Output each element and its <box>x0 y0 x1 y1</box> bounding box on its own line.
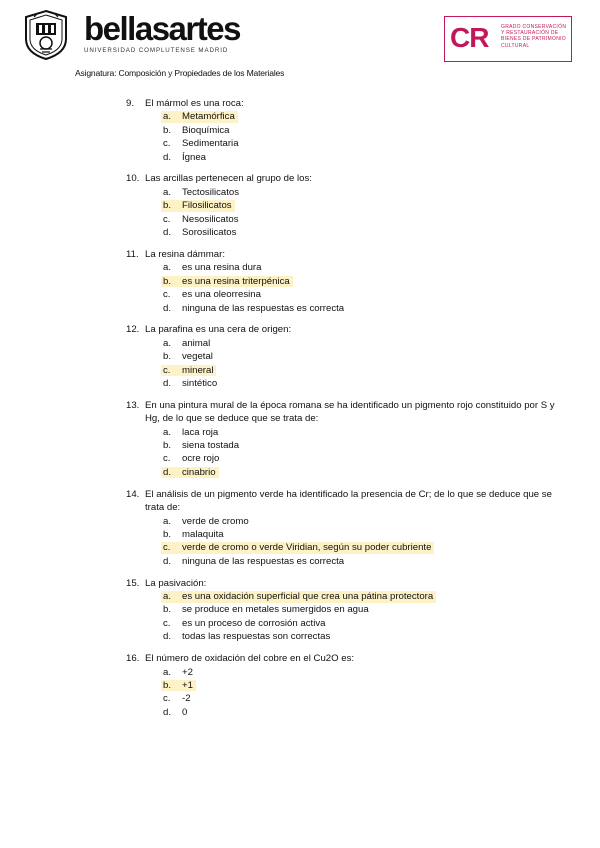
option-letter: c. <box>163 213 171 225</box>
answer-option-correct <box>0 466 600 479</box>
option-letter: b. <box>163 604 172 616</box>
answer-option <box>0 426 600 439</box>
option-text: cinabrio <box>182 466 216 478</box>
option-list <box>0 261 600 315</box>
option-text: animal <box>182 337 211 349</box>
option-text: Bioquímica <box>182 124 230 136</box>
answer-option <box>0 692 600 705</box>
option-letter: a. <box>163 186 172 198</box>
option-text: ocre rojo <box>182 453 220 465</box>
question-list <box>0 97 600 728</box>
question-text: El mármol es una roca: <box>145 98 244 109</box>
answer-option <box>0 617 600 630</box>
answer-option <box>0 666 600 679</box>
answer-option <box>0 439 600 452</box>
option-letter: d. <box>163 466 172 478</box>
option-letter: d. <box>163 377 172 389</box>
question-item <box>0 248 600 315</box>
option-text: verde de cromo o verde Viridian, según su poder cubriente <box>182 542 432 554</box>
question-number: 12. <box>126 324 140 336</box>
subject-title: Asignatura: Composición y Propiedades de los Materiales <box>75 68 285 78</box>
option-letter: a. <box>163 515 172 527</box>
option-letter: c. <box>163 693 171 705</box>
option-letter: b. <box>163 124 172 136</box>
answer-option <box>0 302 600 315</box>
option-list <box>0 110 600 164</box>
option-letter: d. <box>163 227 172 239</box>
answer-option <box>0 151 600 164</box>
brand-logo <box>84 12 240 54</box>
answer-option <box>0 706 600 719</box>
option-text: vegetal <box>182 351 213 363</box>
answer-option <box>0 288 600 301</box>
answer-option <box>0 515 600 528</box>
answer-option <box>0 213 600 226</box>
question-stem <box>0 248 600 261</box>
answer-option <box>0 452 600 465</box>
question-text: En una pintura mural de la época romana se ha identificado un pigmento rojo constituido por S y Hg, de lo que se deduce que se trata de: <box>145 399 555 425</box>
option-text: 0 <box>182 706 188 718</box>
answer-option-correct <box>0 679 600 692</box>
option-letter: c. <box>163 453 171 465</box>
question-number: 9. <box>126 98 135 109</box>
option-letter: c. <box>163 364 171 376</box>
option-text: -2 <box>182 693 191 705</box>
option-text: ninguna de las respuestas es correcta <box>182 302 345 314</box>
option-letter: c. <box>163 617 171 629</box>
question-text: La pasivación: <box>145 577 207 589</box>
option-text: Sorosilicatos <box>182 227 237 239</box>
option-letter: d. <box>163 151 172 163</box>
question-item <box>0 172 600 239</box>
question-item <box>0 399 600 479</box>
option-text: Filosilicatos <box>182 200 232 212</box>
answer-option-correct <box>0 275 600 288</box>
answer-option <box>0 555 600 568</box>
option-letter: b. <box>163 351 172 363</box>
answer-option <box>0 226 600 239</box>
answer-option-correct <box>0 364 600 377</box>
option-letter: d. <box>163 555 172 567</box>
answer-option-correct <box>0 110 600 123</box>
option-text: mineral <box>182 364 214 376</box>
option-text: es una oleorresina <box>182 289 261 301</box>
option-letter: a. <box>163 591 172 603</box>
option-letter: d. <box>163 302 172 314</box>
question-number: 11. <box>126 248 139 260</box>
university-crest-icon <box>22 9 70 61</box>
degree-logo <box>444 16 572 62</box>
answer-option <box>0 186 600 199</box>
question-stem <box>0 97 600 110</box>
option-text: es una resina triterpénica <box>182 275 290 287</box>
option-letter: a. <box>163 262 172 274</box>
brand-subtitle: UNIVERSIDAD COMPLUTENSE MADRID <box>84 47 229 54</box>
answer-option <box>0 528 600 541</box>
option-text: es un proceso de corrosión activa <box>182 617 326 629</box>
answer-option <box>0 137 600 150</box>
option-letter: b. <box>163 275 172 287</box>
answer-option <box>0 124 600 137</box>
question-stem <box>0 399 600 426</box>
option-text: Ígnea <box>182 151 207 163</box>
question-stem <box>0 652 600 665</box>
question-number: 14. <box>126 488 140 500</box>
question-item <box>0 323 600 390</box>
question-text: La parafina es una cera de origen: <box>145 324 292 336</box>
answer-option-correct <box>0 590 600 603</box>
question-stem <box>0 172 600 185</box>
option-text: laca roja <box>182 426 219 438</box>
question-number: 10. <box>126 173 140 185</box>
answer-option <box>0 603 600 616</box>
option-text: +1 <box>182 679 193 691</box>
option-letter: a. <box>163 666 172 678</box>
question-stem <box>0 323 600 336</box>
option-letter: a. <box>163 337 172 349</box>
option-text: es una resina dura <box>182 262 262 274</box>
question-stem <box>0 577 600 590</box>
question-text: El número de oxidación del cobre en el Cu2O es: <box>145 653 355 665</box>
option-text: se produce en metales sumergidos en agua <box>182 604 369 616</box>
option-letter: c. <box>163 138 171 150</box>
question-text: Las arcillas pertenecen al grupo de los: <box>145 173 312 185</box>
option-text: Metamórfica <box>182 111 235 123</box>
option-letter: b. <box>163 440 172 452</box>
answer-option-correct <box>0 199 600 212</box>
page-header <box>0 0 600 82</box>
option-list <box>0 426 600 480</box>
option-letter: a. <box>163 426 172 438</box>
option-text: malaquita <box>182 528 224 540</box>
option-text: Sedimentaria <box>182 138 239 150</box>
option-list <box>0 590 600 644</box>
question-stem <box>0 488 600 515</box>
question-item <box>0 577 600 644</box>
question-number: 15. <box>126 577 140 589</box>
option-letter: b. <box>163 200 172 212</box>
option-text: todas las respuestas son correctas <box>182 631 331 643</box>
option-letter: d. <box>163 631 172 643</box>
brand-name: bellasartes <box>84 10 240 47</box>
option-text: siena tostada <box>182 440 240 452</box>
degree-name: GRADO CONSERVACIÓN Y RESTAURACIÓN DE BIENES DE PATRIMONIO CULTURAL <box>501 24 567 49</box>
answer-option <box>0 337 600 350</box>
question-text: El análisis de un pigmento verde ha identificado la presencia de Cr; de lo que se deduce que se trata de: <box>145 488 552 514</box>
answer-option <box>0 350 600 363</box>
option-list <box>0 337 600 391</box>
cr-mark: CR <box>450 22 489 53</box>
question-number: 13. <box>126 399 140 411</box>
option-letter: b. <box>163 679 172 691</box>
option-text: sintético <box>182 377 218 389</box>
option-text: verde de cromo <box>182 515 249 527</box>
option-text: Nesosilicatos <box>182 213 239 225</box>
question-item <box>0 97 600 164</box>
option-text: +2 <box>182 666 193 678</box>
question-text: La resina dámmar: <box>145 248 225 260</box>
option-text: es una oxidación superficial que crea una pátina protectora <box>182 591 434 603</box>
answer-option <box>0 377 600 390</box>
option-text: ninguna de las respuestas es correcta <box>182 555 345 567</box>
option-letter: c. <box>163 542 171 554</box>
option-list <box>0 666 600 720</box>
option-letter: b. <box>163 528 172 540</box>
answer-option <box>0 261 600 274</box>
question-number: 16. <box>126 653 140 665</box>
question-item <box>0 488 600 568</box>
option-letter: d. <box>163 706 172 718</box>
option-text: Tectosilicatos <box>182 186 240 198</box>
question-item <box>0 652 600 719</box>
answer-option <box>0 630 600 643</box>
option-letter: a. <box>163 111 172 123</box>
option-letter: c. <box>163 289 171 301</box>
option-list <box>0 515 600 569</box>
option-list <box>0 186 600 240</box>
answer-option-correct <box>0 541 600 554</box>
